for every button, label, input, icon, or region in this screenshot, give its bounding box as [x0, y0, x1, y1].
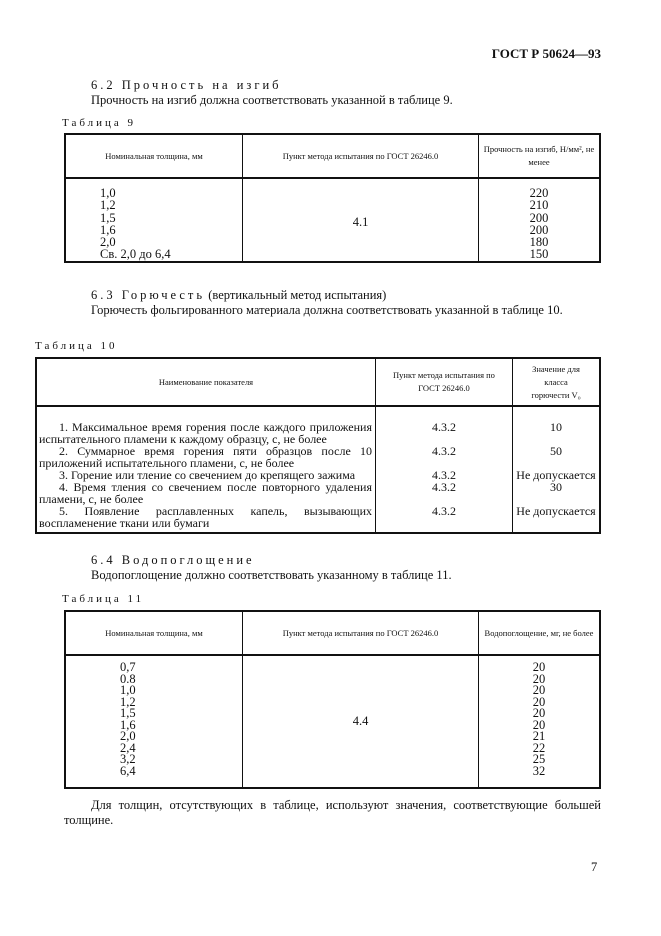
absorption-value: 32	[532, 763, 546, 778]
absorption-value: 20	[532, 671, 546, 686]
indicator-value: 50	[550, 444, 562, 458]
table-header: Пункт метода испытания по ГОСТ 26246.0	[243, 134, 479, 178]
strength-value: 210	[529, 198, 549, 213]
document-header: ГОСТ Р 50624—93	[491, 46, 601, 61]
thickness-value: 1,6	[100, 222, 116, 237]
indicator-method: 4.3.2	[432, 420, 456, 434]
table-11	[64, 610, 601, 789]
thickness-value: 6,4	[120, 763, 136, 778]
table-9-label: Таблица 9	[62, 117, 137, 129]
thickness-value: 0,7	[120, 660, 136, 674]
indicator-value: Не допускается	[516, 468, 596, 482]
indicator-value: 30	[550, 480, 562, 494]
table-header: Прочность на изгиб, Н/мм², не менее	[479, 134, 601, 178]
thickness-value: 1,0	[120, 683, 136, 697]
table-10-label: Таблица 10	[35, 340, 118, 352]
indicator-name: 2. Суммарное время горения пяти образцов после 10 приложений испытательного пламени, с, не более	[39, 444, 372, 471]
indicator-method: 4.3.2	[432, 480, 456, 494]
thickness-value: 0.8	[120, 671, 136, 686]
table-10	[35, 357, 601, 534]
thickness-value: 1,6	[120, 717, 136, 732]
thickness-value: 1,5	[120, 706, 136, 720]
table-header: Водопоглощение, мг, не более	[479, 611, 601, 655]
indicator-value: Не допускается	[516, 504, 596, 518]
thickness-value: 1,2	[120, 694, 136, 709]
indicator-name: 5. Появление расплавленных капель, вызывающих воспламенение ткани или бумаги	[39, 504, 372, 531]
section-title: 6.3 Горючесть	[91, 288, 206, 302]
table-header: Номинальная толщина, мм	[65, 134, 243, 178]
strength-value: 180	[529, 235, 549, 250]
strength-value: 200	[529, 210, 549, 225]
absorption-value: 20	[532, 717, 546, 732]
indicator-method: 4.3.2	[432, 444, 456, 458]
table-header: Наименование показателя	[36, 358, 376, 406]
thickness-value: 2,4	[120, 740, 136, 755]
indicator-method: 4.3.2	[432, 468, 456, 482]
thickness-value: 2,0	[120, 729, 136, 743]
table-header: Номинальная толщина, мм	[65, 611, 243, 655]
absorption-value: 20	[532, 683, 546, 697]
section-title-note: (вертикальный метод испытания)	[208, 288, 387, 302]
thickness-value: 1,2	[100, 198, 116, 213]
section-6-3-title	[91, 288, 386, 303]
page-number: 7	[591, 860, 598, 874]
section-6-4-title: 6.4 Водопоглощение	[91, 553, 255, 567]
absorption-value: 22	[532, 740, 546, 755]
thickness-value: 1,0	[100, 186, 116, 200]
table-11-label: Таблица 11	[62, 593, 145, 605]
table-header: Значение для класса горючести V₀	[513, 358, 601, 406]
indicator-name: 3. Горение или тление со свечением до крепящего зажима	[59, 468, 356, 482]
indicator-name: 1. Максимальное время горения после каждого приложения испытательного пламени к каждому образцу, с, не более	[39, 420, 372, 447]
indicator-method: 4.3.2	[432, 504, 456, 518]
strength-value: 200	[529, 222, 549, 237]
thickness-value: Св. 2,0 до 6,4	[100, 247, 171, 262]
footer-note: Для толщин, отсутствующих в таблице, используют значения, соответствующие большей толщине.	[64, 798, 601, 827]
thickness-value: 2,0	[100, 235, 116, 250]
section-6-3-text: Горючесть фольгированного материала должна соответствовать указанной в таблице 10.	[91, 303, 563, 317]
table-9	[64, 133, 601, 263]
absorption-value: 25	[532, 752, 546, 766]
method-cell: 4.1	[243, 178, 479, 262]
method-cell: 4.4	[243, 655, 479, 788]
thickness-value: 3,2	[120, 752, 136, 766]
absorption-value: 20	[532, 706, 546, 720]
absorption-value: 21	[532, 729, 546, 743]
indicator-value: 10	[550, 420, 562, 434]
indicator-name: 4. Время тления со свечением после повторного удаления пламени, с, не более	[39, 480, 372, 507]
thickness-value: 1,5	[100, 210, 116, 225]
section-6-2-title: 6.2 Прочность на изгиб	[91, 78, 282, 92]
table-header: Пункт метода испытания по ГОСТ 26246.0	[243, 611, 479, 655]
section-6-4-text: Водопоглощение должно соответствовать указанному в таблице 11.	[91, 568, 452, 582]
strength-value: 220	[529, 186, 549, 200]
section-6-2-text: Прочность на изгиб должна соответствовать указанной в таблице 9.	[91, 93, 453, 107]
table-header: Пункт метода испытания по ГОСТ 26246.0	[376, 358, 513, 406]
absorption-value: 20	[532, 660, 546, 674]
absorption-value: 20	[532, 694, 546, 709]
strength-value: 150	[529, 247, 549, 262]
